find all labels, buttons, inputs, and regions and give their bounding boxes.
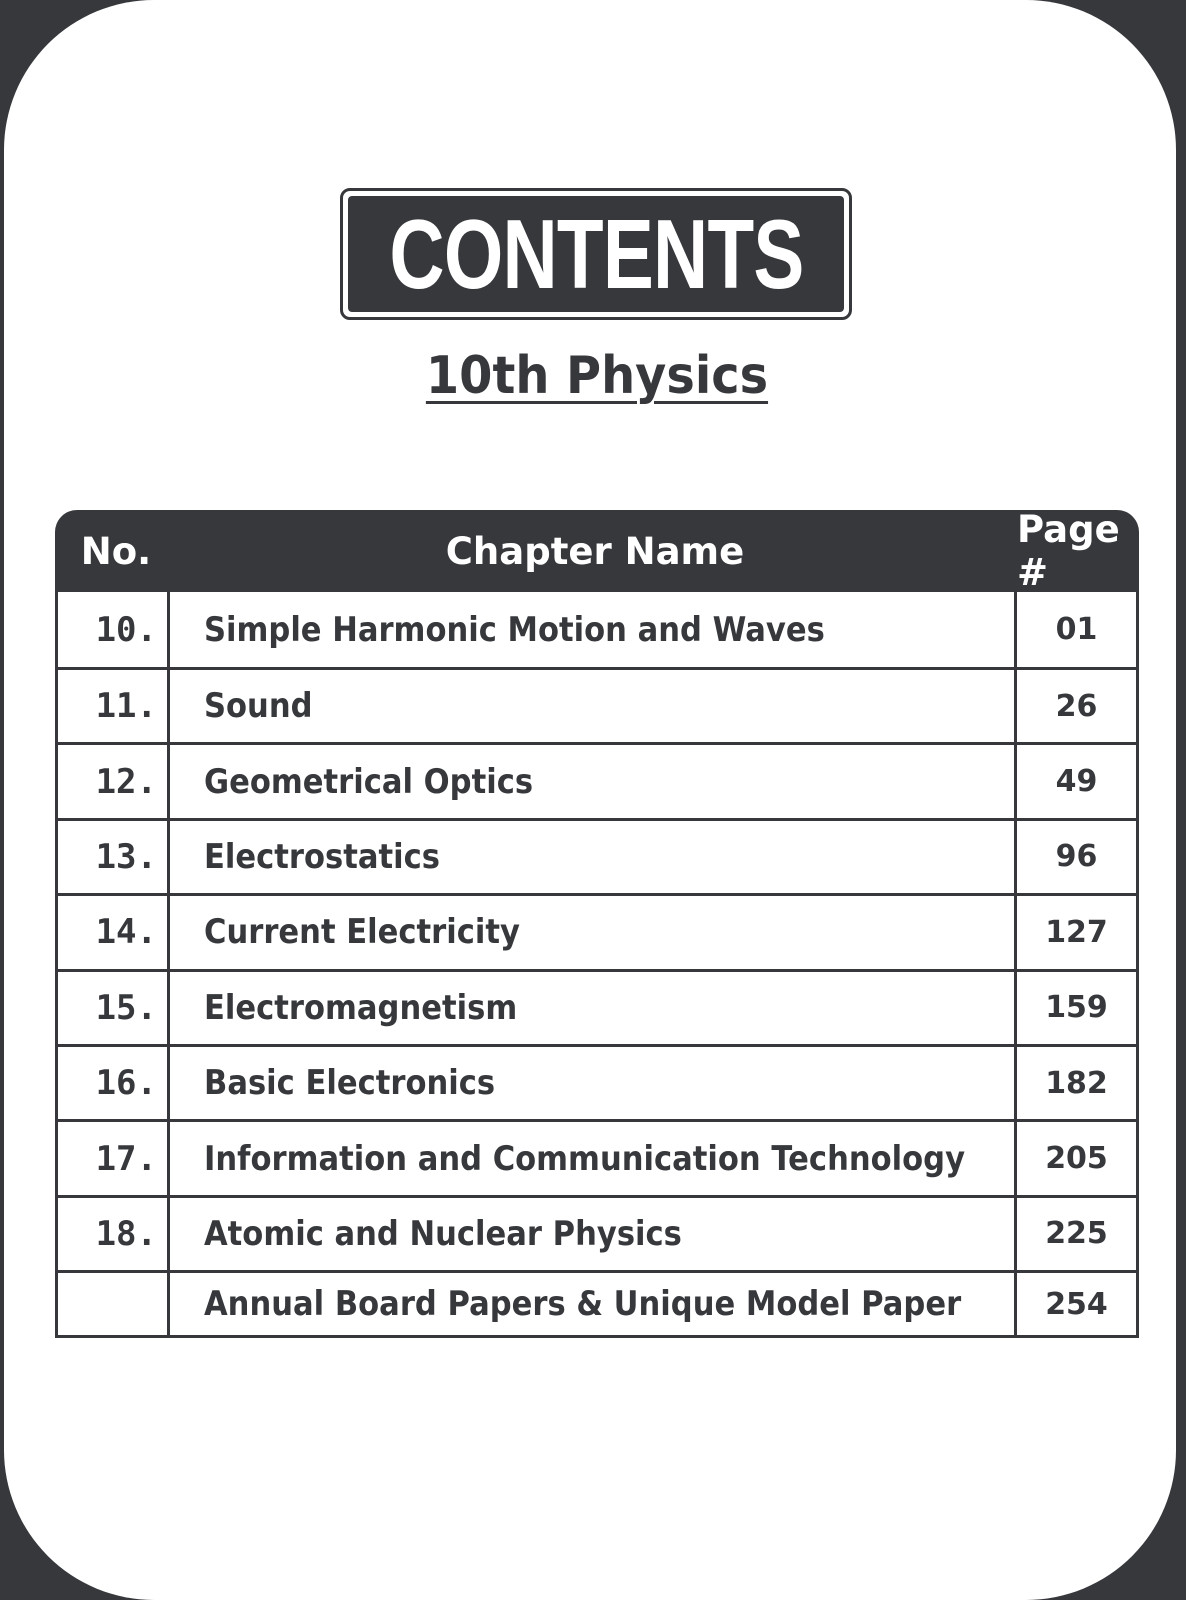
- chapter-name: Electromagnetism: [204, 987, 518, 1028]
- column-header-chapter-name: Chapter Name: [445, 529, 745, 573]
- table-header: [55, 510, 1139, 592]
- chapter-number: 16.: [58, 1047, 170, 1119]
- table-row: [58, 969, 1136, 1044]
- chapter-number: 18.: [58, 1198, 170, 1270]
- table-row: [58, 1270, 1136, 1335]
- page-number: 96: [1055, 839, 1098, 875]
- contents-title-box: [340, 188, 852, 320]
- table-body: [55, 592, 1139, 1338]
- page-number: 127: [1045, 914, 1108, 950]
- page-number: 159: [1045, 990, 1108, 1026]
- table-row: [58, 1119, 1136, 1194]
- page-subtitle: 10th Physics: [425, 346, 769, 406]
- page-number: 49: [1055, 764, 1098, 800]
- chapter-name: Annual Board Papers & Unique Model Paper: [204, 1284, 962, 1325]
- page-number: 254: [1045, 1286, 1108, 1322]
- chapter-number: 11.: [58, 670, 170, 742]
- chapter-number: 13.: [58, 821, 170, 893]
- table-row: [58, 667, 1136, 742]
- chapter-number: 14.: [58, 896, 170, 968]
- chapter-number: 17.: [58, 1122, 170, 1194]
- chapter-number: 10.: [58, 592, 170, 667]
- table-row: [58, 1044, 1136, 1119]
- page-number: 182: [1045, 1065, 1108, 1101]
- chapter-number: [58, 1273, 170, 1335]
- chapter-number: 12.: [58, 745, 170, 817]
- table-row: [58, 1195, 1136, 1270]
- chapter-name: Current Electricity: [204, 912, 520, 953]
- chapter-name: Geometrical Optics: [204, 761, 534, 802]
- table-row: [58, 592, 1136, 667]
- chapter-name: Electrostatics: [204, 836, 440, 877]
- chapter-name: Information and Communication Technology: [204, 1138, 966, 1179]
- contents-table: [55, 510, 1139, 1338]
- column-header-no: No.: [80, 529, 152, 573]
- table-row: [58, 742, 1136, 817]
- column-header-page: Page #: [1017, 508, 1120, 594]
- contents-page: [4, 0, 1176, 1600]
- table-row: [58, 818, 1136, 893]
- chapter-name: Simple Harmonic Motion and Waves: [204, 609, 825, 650]
- page-number: 225: [1045, 1216, 1108, 1252]
- chapter-number: 15.: [58, 972, 170, 1044]
- page-number: 01: [1055, 612, 1098, 647]
- page-number: 26: [1055, 688, 1098, 724]
- chapter-name: Basic Electronics: [204, 1063, 496, 1104]
- page-title: CONTENTS: [388, 198, 804, 309]
- table-row: [58, 893, 1136, 968]
- chapter-name: Atomic and Nuclear Physics: [204, 1213, 682, 1254]
- chapter-name: Sound: [204, 686, 313, 727]
- page-number: 205: [1045, 1141, 1108, 1177]
